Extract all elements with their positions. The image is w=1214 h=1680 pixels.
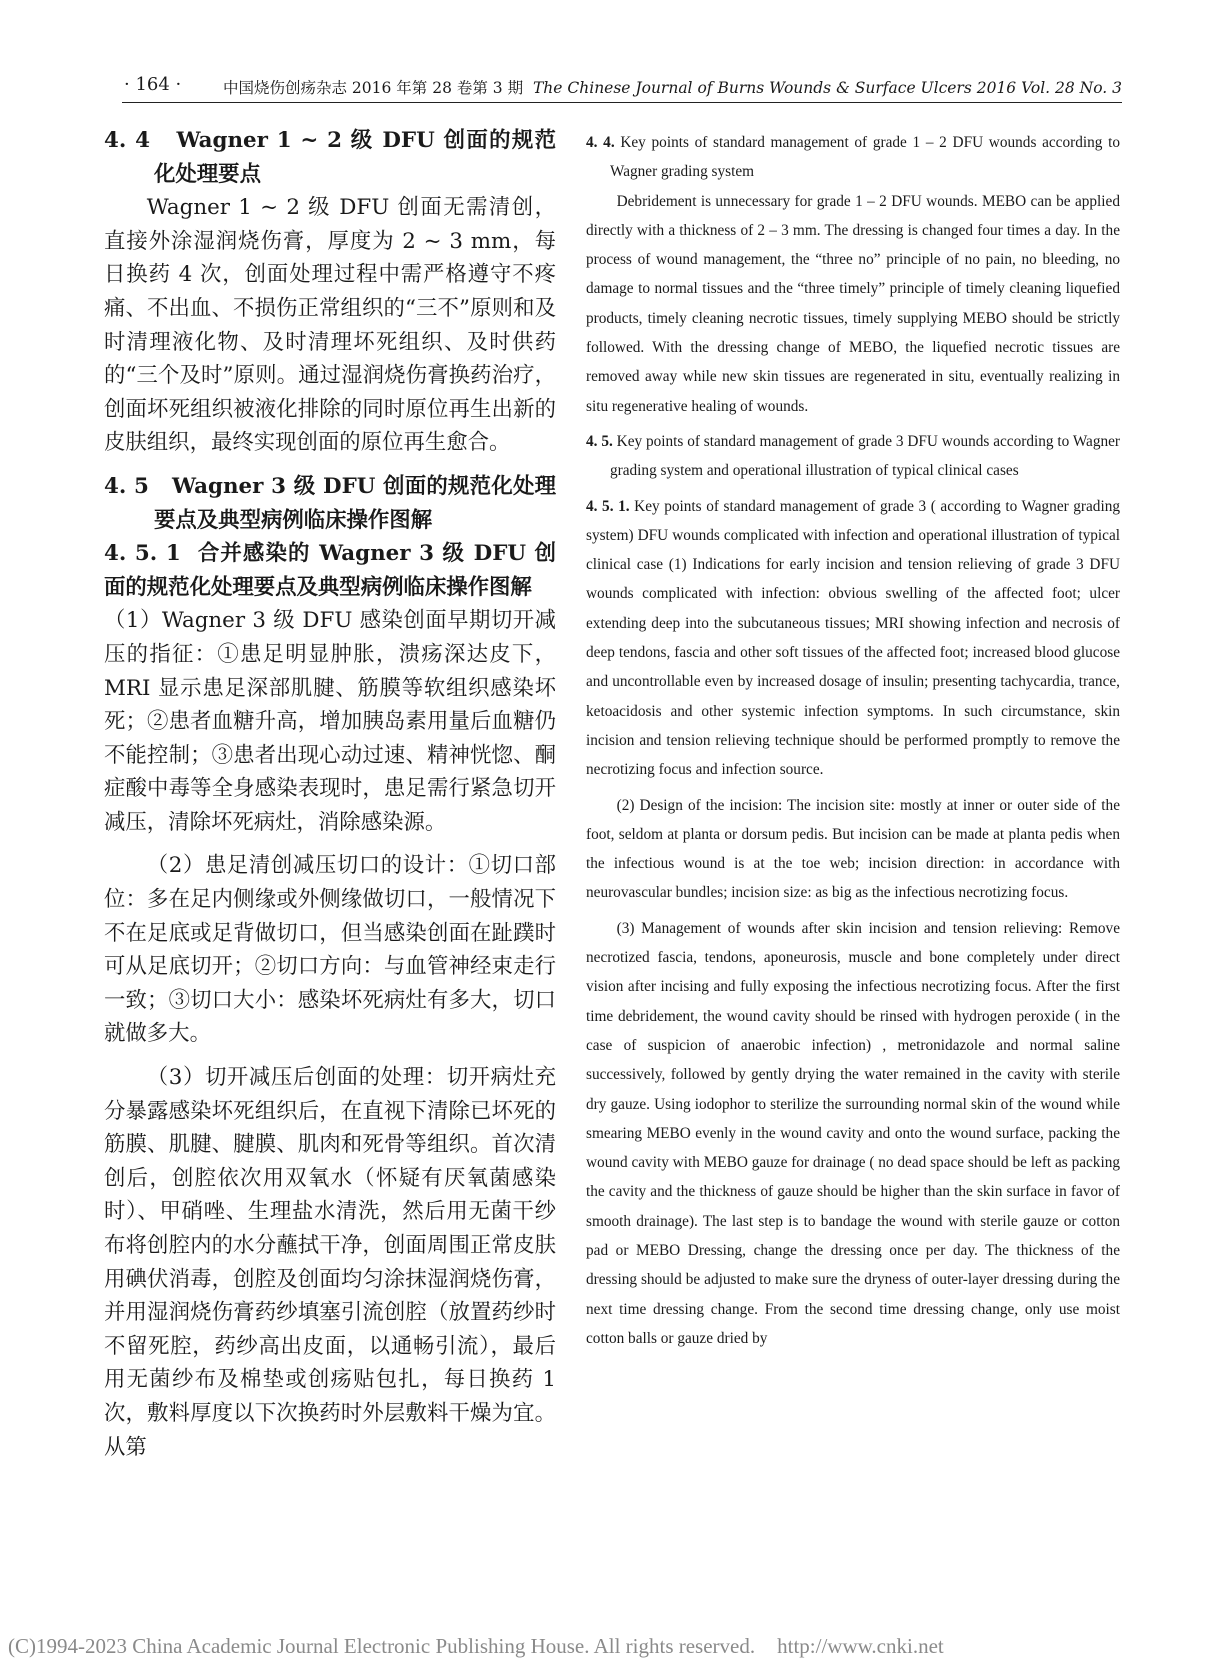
journal-en: The Chinese Journal of Burns Wounds & Surface Ulcers 2016 Vol. 28 No. 3 [532,79,1122,97]
chinese-column [104,124,556,1464]
running-header [122,72,1122,103]
journal-citation [223,76,1122,98]
paragraph-2-cn: （2）患足清创减压切口的设计：①切口部位：多在足内侧缘或外侧缘做切口，一般情况下不在足底或足背做切口，但当感染创面在趾蹼时可从足底切开；②切口方向：与血管神经束走行一致；③切口大小：感染坏死病灶有多大，切口就做多大。 [104,853,556,1047]
section-4-5-1-heading-cn [104,537,556,604]
section-title: Wagner 1 ~ 2 级 DFU 创面的规范化处理要点 [154,128,556,187]
section-4-5-1-body-en [586,492,1120,785]
section-number: 4. 4. [586,134,615,151]
cnki-link[interactable]: http://www.cnki.net [777,1634,944,1658]
section-4-4-heading-cn [104,124,556,191]
section-4-4-body-cn: Wagner 1 ~ 2 级 DFU 创面无需清创，直接外涂湿润烧伤膏，厚度为 2 ~ 3 mm，每日换药 4 次，创面处理过程中需严格遵守不疼痛、不出血、不损伤正常组织的“三不”原则和及时清理液化物、及时清理坏死组织、及时供药的“三个及时”原则。通过湿润烧伤膏换药治疗，创面坏死组织被液化排除的同时原位再生出新的皮肤组织，最终实现创面的原位再生愈合。 [104,195,556,456]
section-number: 4. 5. 1 [104,541,181,567]
copyright-text: (C)1994-2023 China Academic Journal Electronic Publishing House. All rights reserved. [8,1634,756,1658]
section-text: Key points of standard management of grade 3 ( according to Wagner grading system) DFU wounds complicated with infection and operational illustration of typical clinical case (1) Indications for early incision and tension relieving of grade 3 DFU wounds complicated with infection: obvious swelling of the affected foot; ulcer extending deep into the subcutaneous tissues; MRI showing infection and necrosis of deep tendons, fascia and other soft tissues of the affected foot; increased blood glucose and uncontrollable even by increased dosage of insulin; presenting tachycardia, trance, ketoacidosis and other systemic infection symptoms. In such circumstance, skin incision and tension relieving technique should be performed promptly to remove the necrotizing focus and infection source. [586,497,1121,779]
copyright-footer [8,1634,1188,1659]
section-number: 4. 5. 1. [586,497,630,515]
section-title: 合并感染的 Wagner 3 级 DFU 创面的规范化处理要点及典型病例临床操作图解 [104,541,557,600]
page-number: · 164 · [124,74,182,95]
english-column [586,128,1120,1353]
section-4-5-heading-en [586,427,1120,486]
section-number: 4. 5. [586,432,613,450]
section-4-4-heading-en [586,128,1120,187]
journal-cn: 中国烧伤创疡杂志 2016 年第 28 卷第 3 期 [223,79,524,97]
section-4-4-body-en: Debridement is unnecessary for grade 1 – 2 DFU wounds. MEBO can be applied directly with a thickness of 2 – 3 mm. The dressing is changed four times a day. In the process of wound management, the “three no” principle of no pain, no bleeding, no damage to normal tissues and the “three timely” principle of timely cleaning liquefied products, timely cleaning necrotic tissues, timely supplying MEBO should be strictly followed. With the dressing change of MEBO, the liquefied necrotic tissues are removed away while new skin tissues are regenerated in situ, eventually realizing in situ regenerative healing of wounds. [586,192,1120,415]
section-4-5-heading-cn [104,470,556,537]
section-title: Wagner 3 级 DFU 创面的规范化处理要点及典型病例临床操作图解 [154,473,556,533]
section-number: 4. 4 [104,128,151,153]
section-number: 4. 5 [104,473,149,499]
section-title: Key points of standard management of grade 1 – 2 DFU wounds according to Wagner grading system [610,134,1120,181]
paragraph-2-en: (2) Design of the incision: The incision site: mostly at inner or outer side of the foot, seldom at planta or dorsum pedis. But incision can be made at planta pedis when the infectious wound is at the toe web; incision direction: in accordance with neurovascular bundles; incision size: as big as the infectious necrotizing focus. [586,796,1120,902]
paragraph-3-en: (3) Management of wounds after skin incision and tension relieving: Remove necrotized fascia, tendons, aponeurosis, muscle and bone completely under direct vision after incising and fully exposing the infectious necrotizing focus. After the first time debridement, the wound cavity should be rinsed with hydrogen peroxide ( in the case of suspicion of anaerobic infection) , metronidazole and normal saline successively, followed by gently drying the water remained in the cavity with sterile dry gauze. Using iodophor to sterilize the surrounding normal skin of the wound while smearing MEBO evenly in the wound cavity and onto the wound surface, packing the wound cavity with MEBO gauze for drainage ( no dead space should be left as packing the cavity and the thickness of gauze should be higher than the skin surface in favor of smooth drainage). The last step is to bandage the wound with sterile gauze or cotton pad or MEBO Dressing, change the dressing once per day. The thickness of the dressing should be adjusted to make sure the dryness of outer-layer dressing during the next time dressing change. From the second time dressing change, only use moist cotton balls or gauze dried by [586,919,1120,1347]
paragraph-3-cn: （3）切开减压后创面的处理：切开病灶充分暴露感染坏死组织后，在直视下清除已坏死的筋膜、肌腱、腱膜、肌肉和死骨等组织。首次清创后，创腔依次用双氧水（怀疑有厌氧菌感染时）、甲硝唑、生理盐水清洗，然后用无菌干纱布将创腔内的水分蘸拭干净，创面周围正常皮肤用碘伏消毒，创腔及创面均匀涂抹湿润烧伤膏，并用湿润烧伤膏药纱填塞引流创腔（放置药纱时不留死腔，药纱高出皮面，以通畅引流），最后用无菌纱布及棉垫或创疡贴包扎，每日换药 1 次，敷料厚度以下次换药时外层敷料干燥为宜。从第 [104,1065,556,1460]
paragraph-1-cn: （1）Wagner 3 级 DFU 感染创面早期切开减压的指征：①患足明显肿胀，溃疡深达皮下，MRI 显示患足深部肌腱、筋膜等软组织感染坏死；②患者血糖升高，增加胰岛素用量后血糖仍不能控制；③患者出现心动过速、精神恍惚、酮症酸中毒等全身感染表现时，患足需行紧急切开减压，清除坏死病灶，消除感染源。 [104,608,556,835]
section-title: Key points of standard management of grade 3 DFU wounds according to Wagner grading system and operational illustration of typical clinical cases [610,432,1120,480]
